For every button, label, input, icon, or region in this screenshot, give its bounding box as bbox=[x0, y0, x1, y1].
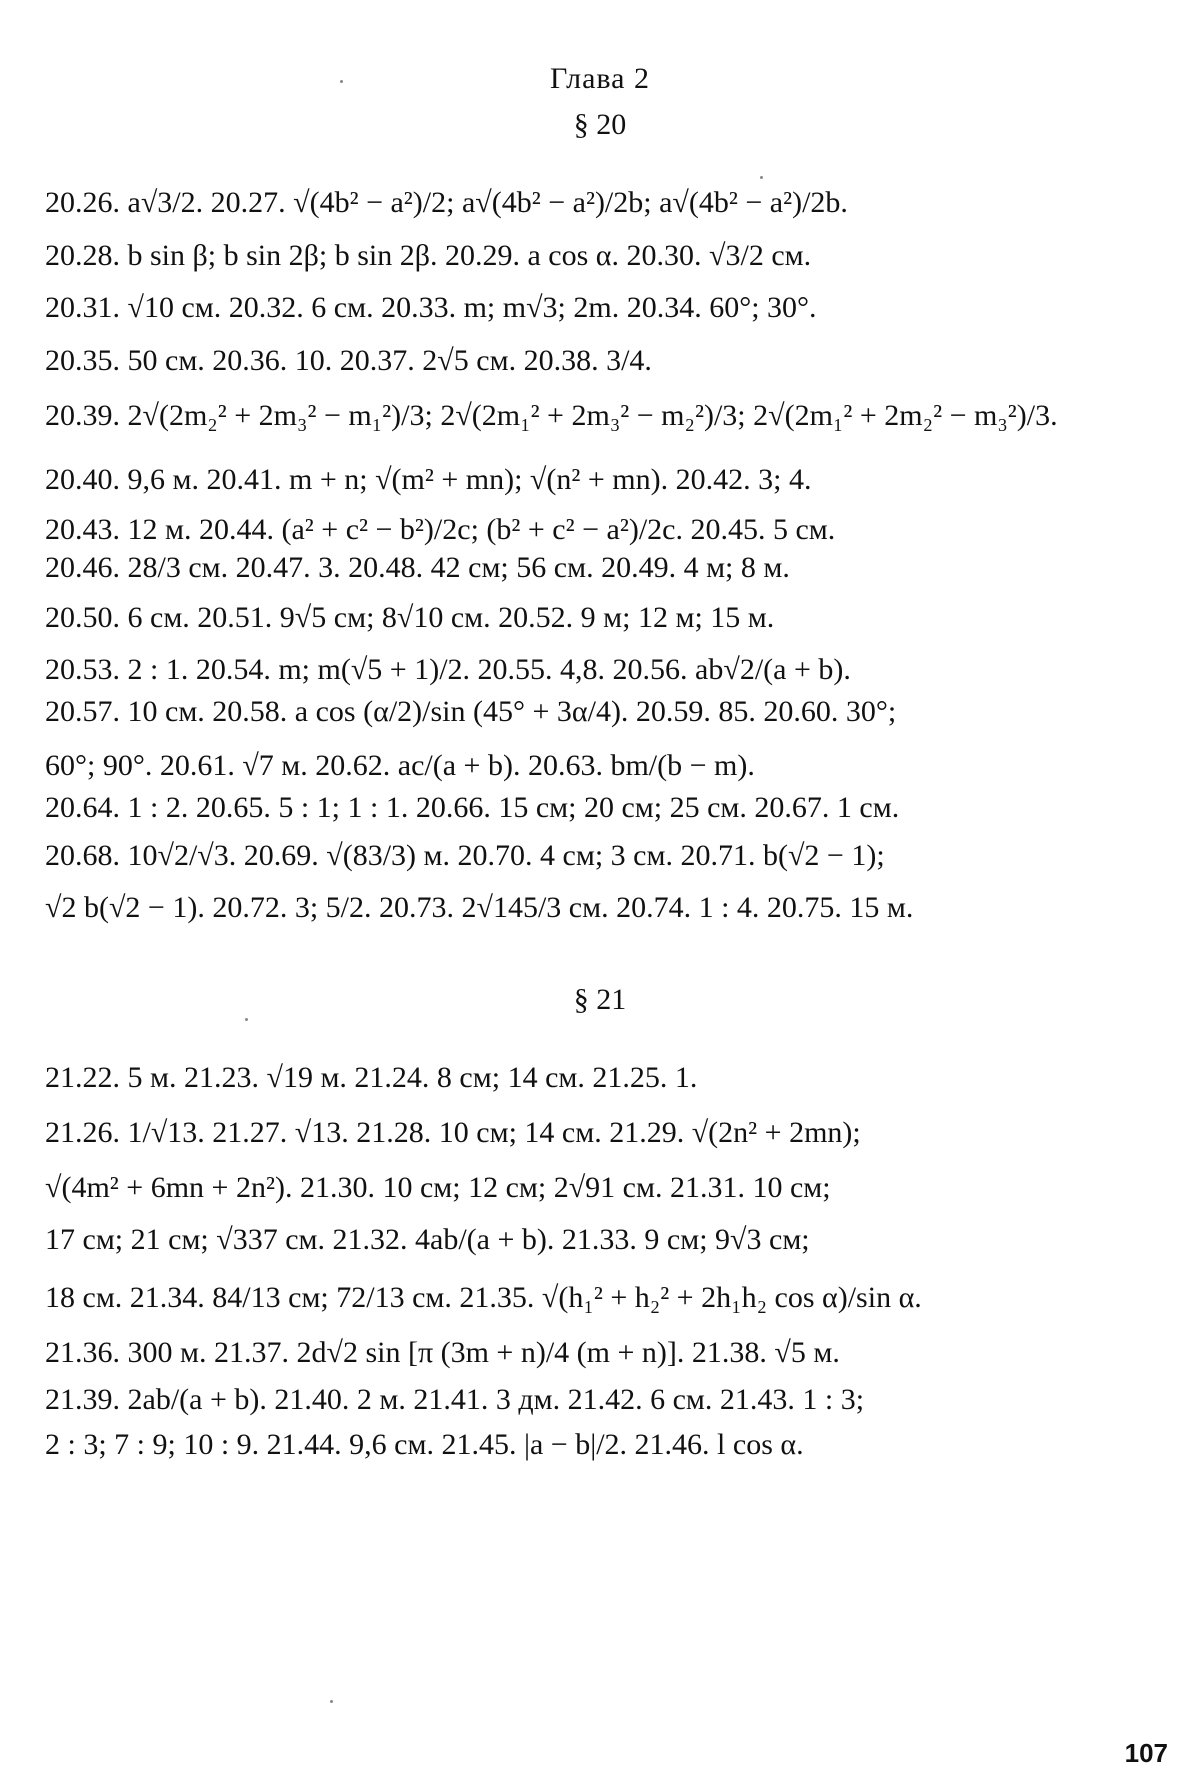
answer-line: 20.64. 1 : 2. 20.65. 5 : 1; 1 : 1. 20.66. 15 см; 20 см; 25 см. 20.67. 1 см. bbox=[45, 791, 900, 824]
speck bbox=[330, 1700, 333, 1703]
answer-line: 18 см. 21.34. 84/13 см; 72/13 см. 21.35. √(h₁² + h₂² + 2h₁h₂ cos α)/sin α. bbox=[45, 1281, 922, 1314]
answer-line: 20.26. a√3/2. 20.27. √(4b² − a²)/2; a√(4b² − a²)/2b; a√(4b² − a²)/2b. bbox=[45, 186, 848, 219]
answer-line: 21.36. 300 м. 21.37. 2d√2 sin [π (3m + n)/4 (m + n)]. 21.38. √5 м. bbox=[45, 1336, 840, 1369]
speck bbox=[245, 1018, 248, 1021]
speck bbox=[760, 176, 763, 179]
answer-line: 20.68. 10√2/√3. 20.69. √(83/3) м. 20.70. 4 см; 3 см. 20.71. b(√2 − 1); bbox=[45, 839, 885, 872]
answer-line: 20.39. 2√(2m₂² + 2m₃² − m₁²)/3; 2√(2m₁² + 2m₃² − m₂²)/3; 2√(2m₁² + 2m₂² − m₃²)/3. bbox=[45, 399, 1058, 432]
answer-line: 21.22. 5 м. 21.23. √19 м. 21.24. 8 см; 14 см. 21.25. 1. bbox=[45, 1061, 698, 1094]
answer-line: √(4m² + 6mn + 2n²). 21.30. 10 см; 12 см; 2√91 см. 21.31. 10 см; bbox=[45, 1171, 831, 1204]
chapter-title: Глава 2 bbox=[550, 62, 650, 95]
answer-line: 17 см; 21 см; √337 см. 21.32. 4ab/(a + b). 21.33. 9 см; 9√3 см; bbox=[45, 1223, 810, 1256]
answer-line: 2 : 3; 7 : 9; 10 : 9. 21.44. 9,6 см. 21.45. |a − b|/2. 21.46. l cos α. bbox=[45, 1428, 804, 1461]
answer-line: 60°; 90°. 20.61. √7 м. 20.62. ac/(a + b). 20.63. bm/(b − m). bbox=[45, 749, 755, 782]
answer-line: 20.53. 2 : 1. 20.54. m; m(√5 + 1)/2. 20.55. 4,8. 20.56. ab√2/(a + b). bbox=[45, 653, 851, 686]
answer-line: 20.31. √10 см. 20.32. 6 см. 20.33. m; m√3; 2m. 20.34. 60°; 30°. bbox=[45, 291, 817, 324]
answer-line: 20.40. 9,6 м. 20.41. m + n; √(m² + mn); √(n² + mn). 20.42. 3; 4. bbox=[45, 463, 812, 496]
answer-line: 21.26. 1/√13. 21.27. √13. 21.28. 10 см; 14 см. 21.29. √(2n² + 2mn); bbox=[45, 1116, 861, 1149]
answer-line: 20.35. 50 см. 20.36. 10. 20.37. 2√5 см. 20.38. 3/4. bbox=[45, 344, 652, 377]
answer-line: 20.46. 28/3 см. 20.47. 3. 20.48. 42 см; 56 см. 20.49. 4 м; 8 м. bbox=[45, 551, 790, 584]
section-21-heading: § 21 bbox=[573, 983, 627, 1016]
speck bbox=[340, 80, 343, 83]
answer-line: √2 b(√2 − 1). 20.72. 3; 5/2. 20.73. 2√145/3 см. 20.74. 1 : 4. 20.75. 15 м. bbox=[45, 891, 914, 924]
answer-line: 21.39. 2ab/(a + b). 21.40. 2 м. 21.41. 3 дм. 21.42. 6 см. 21.43. 1 : 3; bbox=[45, 1383, 865, 1416]
answer-line: 20.28. b sin β; b sin 2β; b sin 2β. 20.29. a cos α. 20.30. √3/2 см. bbox=[45, 239, 812, 272]
answer-line: 20.43. 12 м. 20.44. (a² + c² − b²)/2c; (b² + c² − a²)/2c. 20.45. 5 см. bbox=[45, 513, 836, 546]
page-number: 107 bbox=[1124, 1738, 1168, 1768]
answer-line: 20.57. 10 см. 20.58. a cos (α/2)/sin (45° + 3α/4). 20.59. 85. 20.60. 30°; bbox=[45, 695, 897, 728]
section-20-heading: § 20 bbox=[573, 108, 627, 141]
answer-line: 20.50. 6 см. 20.51. 9√5 см; 8√10 см. 20.52. 9 м; 12 м; 15 м. bbox=[45, 601, 775, 634]
